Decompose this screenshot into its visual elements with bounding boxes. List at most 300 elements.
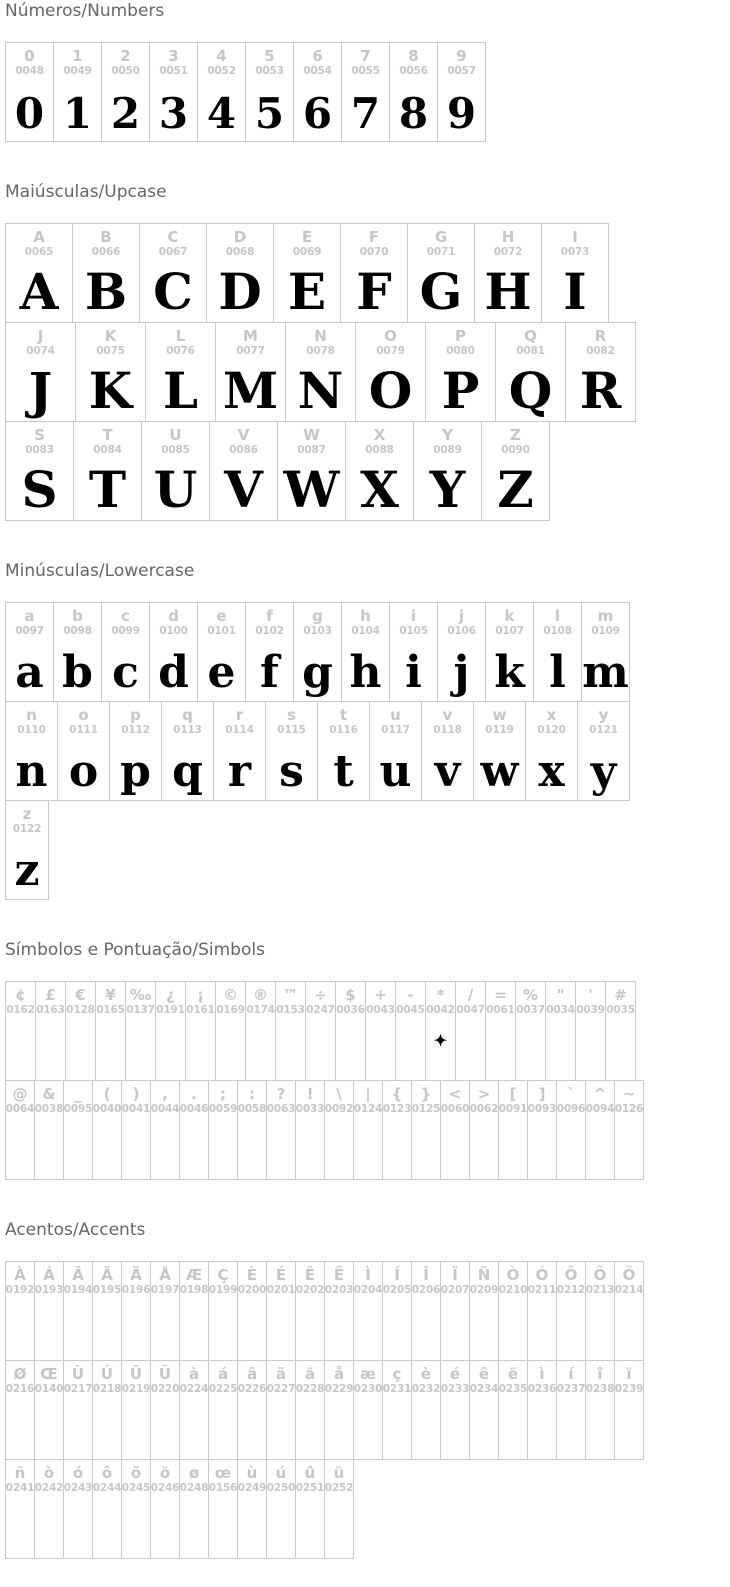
cell-code-label: 0165 (96, 1004, 125, 1016)
cell-glyph (93, 1395, 121, 1459)
cell-glyph: N (297, 360, 344, 420)
cell-character-label: Y (442, 426, 453, 444)
cell-character-label: r (235, 706, 244, 724)
cell-glyph (325, 1296, 353, 1360)
cell-glyph (557, 1296, 585, 1360)
cell-character-label: 1 (72, 47, 83, 65)
char-cell (382, 1360, 412, 1460)
cell-character-label: E (301, 228, 313, 246)
char-cell (121, 1080, 151, 1180)
section-title-symbols: Símbolos e Pontuação/Simbols (5, 940, 265, 960)
cell-character-label: N (314, 327, 327, 345)
cell-character-label: [ (509, 1085, 517, 1103)
cell-glyph: t (333, 746, 354, 798)
cell-code-label: 0227 (266, 1383, 296, 1395)
char-cell (275, 981, 306, 1081)
cell-code-label: 0098 (63, 625, 92, 637)
cell-code-label: 0118 (433, 724, 462, 736)
cell-character-label: ] (538, 1085, 546, 1103)
cell-glyph (528, 1115, 556, 1179)
char-cell (585, 1261, 615, 1361)
char-cell (324, 1261, 354, 1361)
cell-character-label: à (188, 1365, 200, 1383)
cell-code-label: 0108 (543, 625, 572, 637)
char-cell (215, 322, 286, 422)
cell-code-label: 0203 (324, 1284, 354, 1296)
char-cell (369, 701, 422, 801)
cell-code-label: 0174 (246, 1004, 275, 1016)
cell-code-label: 0239 (614, 1383, 644, 1395)
cell-code-label: 0242 (34, 1482, 64, 1494)
cell-glyph (180, 1395, 208, 1459)
cell-character-label: Â (72, 1266, 84, 1284)
cell-glyph (122, 1115, 150, 1179)
cell-character-label: B (100, 228, 112, 246)
cell-glyph (64, 1395, 92, 1459)
cell-glyph: 7 (350, 89, 381, 139)
cell-glyph (528, 1296, 556, 1360)
cell-character-label: # (614, 986, 627, 1004)
cell-glyph: g (302, 647, 333, 699)
cell-character-label: ú (275, 1464, 287, 1482)
cell-code-label: 0099 (111, 625, 140, 637)
section-numbers (5, 2, 730, 142)
cell-code-label: 0090 (501, 444, 530, 456)
cell-code-label: 0122 (12, 823, 42, 835)
cell-character-label: Ï (452, 1266, 458, 1284)
cell-code-label: 0137 (126, 1004, 155, 1016)
cell-glyph (354, 1296, 382, 1360)
cell-character-label: k (504, 607, 515, 625)
cell-code-label: 0035 (606, 1004, 635, 1016)
cell-character-label: @ (12, 1085, 28, 1103)
cell-code-label: 0234 (469, 1383, 499, 1395)
char-cell (341, 42, 390, 142)
cell-character-label: & (42, 1085, 56, 1103)
char-cell (5, 800, 49, 900)
section-title-upcase: Maiúsculas/Upcase (5, 182, 167, 202)
cell-glyph (456, 1016, 485, 1080)
cell-glyph (615, 1296, 643, 1360)
cell-glyph: 4 (206, 89, 237, 139)
cell-code-label: 0207 (440, 1284, 470, 1296)
char-cell (411, 1261, 441, 1361)
cell-code-label: 0037 (516, 1004, 545, 1016)
cell-character-label: g (312, 607, 323, 625)
char-cell (63, 1080, 93, 1180)
cell-glyph: b (62, 647, 93, 699)
char-cell (293, 42, 342, 142)
char-cell (179, 1080, 209, 1180)
cell-glyph: D (218, 261, 262, 321)
cell-code-label: 0249 (237, 1482, 267, 1494)
cell-code-label: 0044 (150, 1103, 180, 1115)
char-cell (525, 701, 578, 801)
section-title-numbers: Números/Numbers (5, 1, 165, 21)
cell-code-label: 0089 (433, 444, 462, 456)
cell-code-label: 0217 (63, 1383, 93, 1395)
char-cell (353, 1080, 383, 1180)
cell-character-label: Ò (506, 1266, 520, 1284)
char-cell (95, 981, 126, 1081)
cell-glyph (470, 1115, 498, 1179)
cell-glyph (96, 1016, 125, 1080)
char-row (5, 1261, 730, 1361)
cell-character-label: Æ (185, 1266, 203, 1284)
char-cell (92, 1360, 122, 1460)
cell-glyph: 1 (62, 89, 93, 139)
char-cell (389, 602, 438, 702)
cell-code-label: 0214 (614, 1284, 644, 1296)
cell-glyph (6, 1115, 34, 1179)
char-cell (5, 1360, 35, 1460)
cell-character-label: ï (626, 1365, 632, 1383)
char-cell (498, 1261, 528, 1361)
cell-code-label: 0038 (34, 1103, 64, 1115)
cell-code-label: 0102 (255, 625, 284, 637)
cell-code-label: 0055 (351, 65, 380, 77)
cell-code-label: 0205 (382, 1284, 412, 1296)
cell-code-label: 0245 (121, 1482, 151, 1494)
cell-glyph (180, 1296, 208, 1360)
cell-glyph (246, 1016, 275, 1080)
char-cell (150, 1261, 180, 1361)
cell-code-label: 0140 (34, 1383, 64, 1395)
cell-character-label: < (448, 1085, 462, 1103)
cell-glyph (66, 1016, 95, 1080)
char-cell (266, 1261, 296, 1361)
cell-code-label: 0247 (306, 1004, 335, 1016)
cell-character-label: ' (588, 986, 593, 1004)
cell-code-label: 0070 (359, 246, 389, 258)
cell-glyph: I (563, 261, 587, 321)
cell-character-label: ) (132, 1085, 140, 1103)
cell-glyph (586, 1395, 614, 1459)
cell-code-label: 0156 (208, 1482, 238, 1494)
cell-character-label: ã (275, 1365, 287, 1383)
cell-character-label: ë (507, 1365, 519, 1383)
char-cell (437, 42, 486, 142)
cell-code-label: 0045 (396, 1004, 425, 1016)
cell-character-label: s (287, 706, 296, 724)
cell-character-label: o (78, 706, 89, 724)
char-cell (411, 1360, 441, 1460)
cell-glyph (606, 1016, 635, 1080)
cell-glyph (35, 1494, 63, 1558)
char-cell (481, 421, 550, 521)
cell-character-label: \ (336, 1085, 342, 1103)
cell-glyph: n (15, 746, 48, 798)
cell-glyph: i (405, 647, 422, 699)
cell-code-label: 0097 (15, 625, 44, 637)
cell-glyph: e (207, 647, 236, 699)
char-cell (473, 701, 526, 801)
cell-glyph (209, 1115, 237, 1179)
char-cell (515, 981, 546, 1081)
cell-glyph (238, 1115, 266, 1179)
char-cell (245, 981, 276, 1081)
cell-character-label: T (102, 426, 113, 444)
cell-character-label: j (458, 607, 465, 625)
char-row (5, 223, 730, 323)
char-cell (541, 223, 609, 323)
char-cell (365, 981, 396, 1081)
cell-code-label: 0225 (208, 1383, 238, 1395)
cell-character-label: c (121, 607, 130, 625)
cell-character-label: C (167, 228, 179, 246)
cell-character-label: Á (43, 1266, 55, 1284)
char-cell (455, 981, 486, 1081)
cell-glyph (412, 1115, 440, 1179)
char-cell (585, 1360, 615, 1460)
cell-code-label: 0067 (158, 246, 188, 258)
cell-glyph (296, 1494, 324, 1558)
cell-glyph: a (15, 647, 44, 699)
cell-glyph (366, 1016, 395, 1080)
char-grid-accents (5, 1261, 730, 1559)
char-cell (109, 701, 162, 801)
cell-glyph: P (441, 360, 480, 420)
cell-character-label: Î (423, 1266, 429, 1284)
cell-character-label: ì (539, 1365, 545, 1383)
cell-character-label: õ (130, 1464, 142, 1482)
char-cell (65, 981, 96, 1081)
cell-glyph (122, 1494, 150, 1558)
section-upcase (5, 183, 730, 521)
char-cell (5, 981, 36, 1081)
cell-glyph: f (260, 647, 279, 699)
cell-glyph (267, 1115, 295, 1179)
cell-character-label: > (477, 1085, 491, 1103)
cell-character-label: " (556, 986, 565, 1004)
cell-code-label: 0033 (295, 1103, 325, 1115)
cell-code-label: 0252 (324, 1482, 354, 1494)
cell-glyph: Q (508, 360, 553, 420)
cell-character-label: U (169, 426, 182, 444)
char-cell (407, 223, 475, 323)
cell-glyph: S (21, 459, 58, 519)
cell-character-label: ù (246, 1464, 258, 1482)
cell-code-label: 0251 (295, 1482, 325, 1494)
char-cell (5, 322, 76, 422)
cell-character-label: è (420, 1365, 432, 1383)
cell-character-label: * (436, 986, 445, 1004)
cell-character-label: b (72, 607, 83, 625)
cell-character-label: V (237, 426, 250, 444)
cell-code-label: 0080 (446, 345, 475, 357)
char-cell (425, 322, 496, 422)
cell-glyph (267, 1494, 295, 1558)
char-cell (324, 1080, 354, 1180)
cell-code-label: 0210 (498, 1284, 528, 1296)
cell-code-label: 0109 (591, 625, 620, 637)
cell-code-label: 0196 (121, 1284, 151, 1296)
cell-code-label: 0119 (485, 724, 514, 736)
char-grid-numbers (5, 42, 730, 142)
char-cell (273, 223, 341, 323)
cell-character-label: _ (74, 1085, 82, 1103)
cell-code-label: 0229 (324, 1383, 354, 1395)
cell-code-label: 0054 (303, 65, 332, 77)
cell-character-label: Ö (622, 1266, 636, 1284)
char-cell (340, 223, 408, 323)
cell-character-label: F (368, 228, 380, 246)
cell-code-label: 0046 (179, 1103, 209, 1115)
cell-code-label: 0161 (186, 1004, 215, 1016)
cell-code-label: 0113 (173, 724, 202, 736)
char-cell (63, 1459, 93, 1559)
char-cell (208, 1459, 238, 1559)
char-cell (150, 1360, 180, 1460)
cell-glyph: h (349, 647, 382, 699)
cell-code-label: 0079 (376, 345, 405, 357)
char-cell (295, 1080, 325, 1180)
cell-code-label: 0226 (237, 1383, 267, 1395)
cell-glyph (336, 1016, 365, 1080)
cell-character-label: ¡ (197, 986, 204, 1004)
cell-glyph (151, 1494, 179, 1558)
char-cell (495, 322, 566, 422)
char-cell (121, 1459, 151, 1559)
cell-code-label: 0125 (411, 1103, 441, 1115)
cell-code-label: 0050 (111, 65, 140, 77)
char-row (5, 42, 730, 142)
cell-glyph: p (120, 746, 151, 798)
cell-glyph: Y (429, 459, 466, 519)
cell-code-label: 0087 (297, 444, 326, 456)
cell-character-label: ÷ (314, 986, 327, 1004)
cell-character-label: D (233, 228, 247, 246)
cell-character-label: ø (188, 1464, 200, 1482)
cell-glyph (238, 1494, 266, 1558)
cell-code-label: 0123 (382, 1103, 412, 1115)
cell-code-label: 0078 (306, 345, 335, 357)
char-row (5, 800, 730, 900)
cell-character-label: Ä (130, 1266, 142, 1284)
cell-code-label: 0212 (556, 1284, 586, 1296)
char-cell (266, 1080, 296, 1180)
cell-character-label: R (594, 327, 607, 345)
char-cell (145, 322, 216, 422)
cell-character-label: p (130, 706, 141, 724)
cell-code-label: 0126 (614, 1103, 644, 1115)
section-lowercase (5, 562, 730, 900)
cell-glyph: A (19, 261, 59, 321)
cell-character-label: G (434, 228, 448, 246)
char-cell (498, 1360, 528, 1460)
cell-glyph (216, 1016, 245, 1080)
cell-glyph: 8 (398, 89, 429, 139)
char-cell (382, 1261, 412, 1361)
cell-code-label: 0082 (586, 345, 615, 357)
char-cell (545, 981, 576, 1081)
cell-glyph: 0 (14, 89, 45, 139)
cell-character-label: Ø (13, 1365, 27, 1383)
cell-character-label: À (14, 1266, 26, 1284)
cell-glyph (325, 1115, 353, 1179)
cell-glyph (383, 1115, 411, 1179)
cell-glyph: z (14, 845, 40, 897)
char-cell (185, 981, 216, 1081)
cell-glyph: B (84, 261, 128, 321)
cell-glyph (209, 1296, 237, 1360)
cell-code-label: 0056 (399, 65, 428, 77)
cell-character-label: H (501, 228, 515, 246)
cell-code-label: 0039 (576, 1004, 605, 1016)
char-cell (208, 1360, 238, 1460)
cell-glyph (151, 1395, 179, 1459)
cell-code-label: 0250 (266, 1482, 296, 1494)
cell-character-label: u (390, 706, 401, 724)
cell-code-label: 0243 (63, 1482, 93, 1494)
cell-character-label: 9 (456, 47, 467, 65)
cell-glyph (180, 1494, 208, 1558)
char-row (5, 1360, 730, 1460)
cell-character-label: I (572, 228, 578, 246)
cell-character-label: M (243, 327, 258, 345)
cell-glyph: x (538, 746, 565, 798)
cell-glyph: V (224, 459, 263, 519)
cell-glyph: o (68, 746, 99, 798)
cell-code-label: 0213 (585, 1284, 615, 1296)
cell-glyph (151, 1296, 179, 1360)
cell-glyph (470, 1395, 498, 1459)
cell-character-label: É (275, 1266, 287, 1284)
cell-character-label: ^ (593, 1085, 607, 1103)
cell-glyph (267, 1395, 295, 1459)
char-cell (245, 602, 294, 702)
char-cell (355, 322, 426, 422)
cell-character-label: P (455, 327, 466, 345)
cell-code-label: 0216 (5, 1383, 35, 1395)
cell-code-label: 0197 (150, 1284, 180, 1296)
cell-code-label: 0211 (527, 1284, 557, 1296)
cell-code-label: 0041 (121, 1103, 151, 1115)
char-cell (245, 42, 294, 142)
cell-code-label: 0115 (277, 724, 306, 736)
cell-character-label: + (374, 986, 387, 1004)
cell-glyph (64, 1296, 92, 1360)
cell-code-label: 0095 (63, 1103, 93, 1115)
cell-code-label: 0064 (5, 1103, 35, 1115)
char-row (5, 1080, 730, 1180)
char-cell (469, 1080, 499, 1180)
char-cell (556, 1080, 586, 1180)
cell-glyph (296, 1115, 324, 1179)
char-cell (577, 701, 630, 801)
cell-glyph: 3 (158, 89, 189, 139)
cell-glyph (499, 1296, 527, 1360)
char-cell (213, 701, 266, 801)
cell-character-label: Õ (593, 1266, 607, 1284)
cell-character-label: S (34, 426, 45, 444)
cell-glyph (238, 1296, 266, 1360)
cell-glyph (267, 1296, 295, 1360)
char-cell (237, 1459, 267, 1559)
cell-glyph: O (368, 360, 413, 420)
char-cell (324, 1459, 354, 1559)
section-title-lowercase: Minúsculas/Lowercase (5, 561, 195, 581)
cell-glyph: s (279, 746, 304, 798)
char-cell (293, 602, 342, 702)
cell-glyph: l (549, 647, 566, 699)
cell-code-label: 0047 (456, 1004, 485, 1016)
cell-character-label: % (522, 986, 539, 1004)
cell-glyph (122, 1395, 150, 1459)
cell-code-label: 0244 (92, 1482, 122, 1494)
cell-code-label: 0063 (266, 1103, 296, 1115)
char-cell (63, 1261, 93, 1361)
